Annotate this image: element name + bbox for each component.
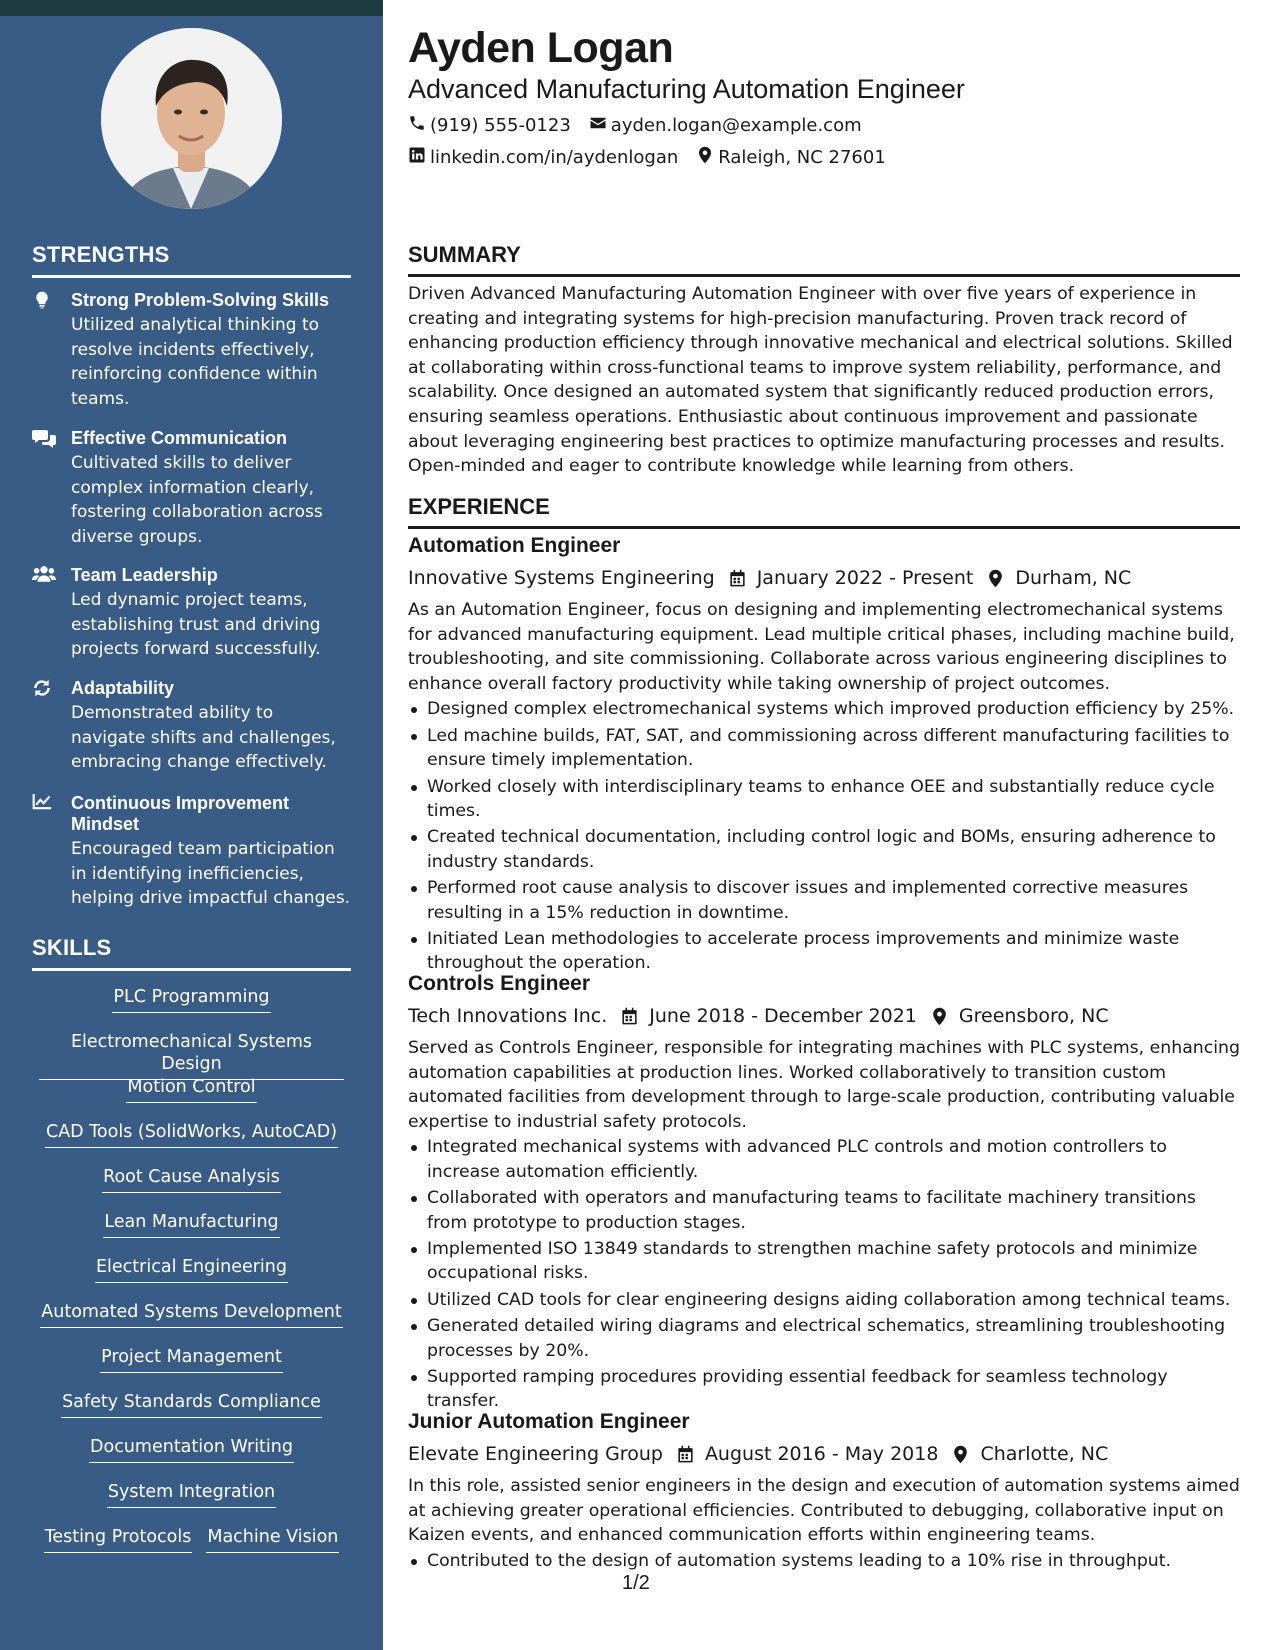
calendar-icon [620,1007,639,1026]
job-role: Controls Engineer [408,972,591,995]
skill-tag: System Integration [107,1481,276,1508]
job-bullets [426,1135,1240,1413]
skill-tag: CAD Tools (SolidWorks, AutoCAD) [45,1121,338,1148]
skill-tag: Root Cause Analysis [102,1166,281,1193]
skill-tag: Safety Standards Compliance [61,1391,322,1418]
job-location: Charlotte, NC [980,1443,1109,1465]
phone-text: (919) 555-0123 [430,115,571,136]
sidebar [0,0,383,1650]
phone-icon [408,114,426,137]
job-description: As an Automation Engineer, focus on designing and implementing electromechanical systems for advanced manufacturing equipment. Lead multiple critical phases, including machine build, troubleshooting, and site commissioning. Collaborate across various engineering disciplines to enhance overall factory productivity while taking ownership of project outcomes. [408,600,1235,694]
job-bullet: Initiated Lean methodologies to accelerate process improvements and minimize waste throughout the operation. [426,927,1240,976]
job-bullets [426,697,1240,975]
job-bullet: Generated detailed wiring diagrams and electrical schematics, streamlining troubleshooting processes by 20%. [426,1314,1240,1363]
skills-heading: SKILLS [32,935,351,971]
job-dates: June 2018 - December 2021 [649,1005,917,1027]
location-contact [696,146,886,169]
experience-heading: EXPERIENCE [408,494,1240,529]
map-marker-icon [696,146,714,169]
map-marker-icon [930,1007,949,1026]
job-location: Durham, NC [1015,567,1132,589]
job-location: Greensboro, NC [958,1005,1109,1027]
job-entry [408,970,1240,1416]
job-bullet: Implemented ISO 13849 standards to strengthen machine safety protocols and minimize occupational risks. [426,1237,1240,1286]
skill-tag: Electromechanical Systems Design [39,1031,344,1080]
job-meta [408,1438,1240,1470]
job-role: Automation Engineer [408,534,621,557]
calendar-icon [728,569,747,588]
linkedin-icon [408,146,426,169]
skill-tag: Electrical Engineering [95,1256,288,1283]
job-description: In this role, assisted senior engineers in the design and execution of automation systems aimed at achieving greater operational efficiencies. Contributed to debugging, collaborative input on Kaizen events, and enhanced communication efforts within engineering teams. [408,1476,1240,1546]
page-number: 1/2 [622,1572,650,1594]
skill-tag: PLC Programming [112,986,270,1013]
calendar-icon [676,1445,695,1464]
job-entry [408,532,1240,978]
skills-list [32,986,351,1571]
job-bullet: Designed complex electromechanical systems which improved production efficiency by 25%. [426,697,1240,721]
strength-item: Adaptability Demonstrated ability to navigate shifts and challenges, embracing change effectively. [32,678,352,775]
contact-row [408,114,862,137]
strength-item: Strong Problem-Solving Skills Utilized analytical thinking to resolve incidents effectively, reinforcing confidence within teams. [32,290,352,411]
map-marker-icon [951,1445,970,1464]
email-contact[interactable] [589,114,862,137]
users-icon [32,565,56,587]
summary-text: Driven Advanced Manufacturing Automation Engineer with over five years of experience in creating and integrating systems for high-precision manufacturing. Proven track record of enhancing production efficiency through innovative mechanical and electrical solutions. Skilled at collaborating within cross-functional teams to improve system reliability, performance, and scalability. Once designed an automated system that significantly reduced production errors, ensuring seamless operations. Enthusiastic about continuous improvement and passionate about leveraging engineering best practices to optimize manufacturing processes and results. Open-minded and eager to contribute knowledge while learning from others. [408,284,1233,477]
skill-tag: Motion Control [126,1076,256,1103]
strengths-heading: STRENGTHS [32,242,351,278]
job-bullet: Worked closely with interdisciplinary teams to enhance OEE and substantially reduce cycle times. [426,775,1240,824]
job-bullet: Contributed to the design of automation systems leading to a 10% rise in throughput. [426,1549,1240,1573]
map-marker-icon [986,569,1005,588]
job-bullet: Collaborated with operators and manufacturing teams to facilitate machinery transitions from prototype to production stages. [426,1186,1240,1235]
location-text: Raleigh, NC 27601 [718,147,886,168]
job-dates: January 2022 - Present [756,567,974,589]
linkedin-text: linkedin.com/in/aydenlogan [430,147,679,168]
skill-tag: Lean Manufacturing [103,1211,279,1238]
comments-icon [32,428,56,450]
job-bullet: Created technical documentation, including control logic and BOMs, ensuring adherence to industry standards. [426,825,1240,874]
skill-tag: Project Management [100,1346,283,1373]
skill-tag: Testing Protocols [44,1526,193,1553]
job-bullet: Utilized CAD tools for clear engineering designs aiding collaboration among technical teams. [426,1288,1240,1312]
job-bullets [426,1549,1240,1573]
profile-photo [101,28,282,209]
job-meta [408,1000,1240,1032]
company-name: Elevate Engineering Group [408,1443,663,1465]
phone-contact[interactable] [408,114,571,137]
job-title: Advanced Manufacturing Automation Engineer [408,74,965,104]
job-bullet: Led machine builds, FAT, SAT, and commissioning across different manufacturing facilities to ensure timely implementation. [426,724,1240,773]
company-name: Tech Innovations Inc. [408,1005,608,1027]
summary-heading: SUMMARY [408,242,1240,277]
company-name: Innovative Systems Engineering [408,567,715,589]
linkedin-contact[interactable] [408,146,678,169]
sidebar-top-bar [0,0,383,16]
job-bullet: Integrated mechanical systems with advanced PLC controls and motion controllers to increase automation efficiently. [426,1135,1240,1184]
job-entry [408,1408,1240,1575]
sync-icon [32,678,56,700]
envelope-icon [589,114,607,137]
job-dates: August 2016 - May 2018 [704,1443,939,1465]
skill-tag: Automated Systems Development [40,1301,342,1328]
candidate-name: Ayden Logan [408,24,674,72]
job-description: Served as Controls Engineer, responsible for integrating machines with PLC systems, enhancing automation capabilities at production lines. Worked collaboratively to transition custom automated facilities from development through to large-scale production, contributing valuable expertise to industrial safety protocols. [408,1038,1240,1132]
email-text: ayden.logan@example.com [610,115,862,136]
strength-item: Team Leadership Led dynamic project teams, establishing trust and driving projects forward successfully. [32,565,352,662]
strength-item: Effective Communication Cultivated skills to deliver complex information clearly, fostering collaboration across diverse groups. [32,428,352,549]
strength-item: Continuous Improvement Mindset Encouraged team participation in identifying inefficiencies, helping drive impactful changes. [32,793,352,911]
job-meta [408,562,1240,594]
lightbulb-icon [32,290,56,312]
chart-line-icon [32,793,56,815]
job-bullet: Supported ramping procedures providing essential feedback for seamless technology transfer. [426,1365,1240,1414]
skill-tag: Machine Vision [206,1526,339,1553]
job-bullet: Performed root cause analysis to discover issues and implemented corrective measures resulting in a 15% reduction in downtime. [426,876,1240,925]
skill-tag: Documentation Writing [89,1436,294,1463]
job-role: Junior Automation Engineer [408,1410,690,1433]
contact-row [408,146,886,169]
